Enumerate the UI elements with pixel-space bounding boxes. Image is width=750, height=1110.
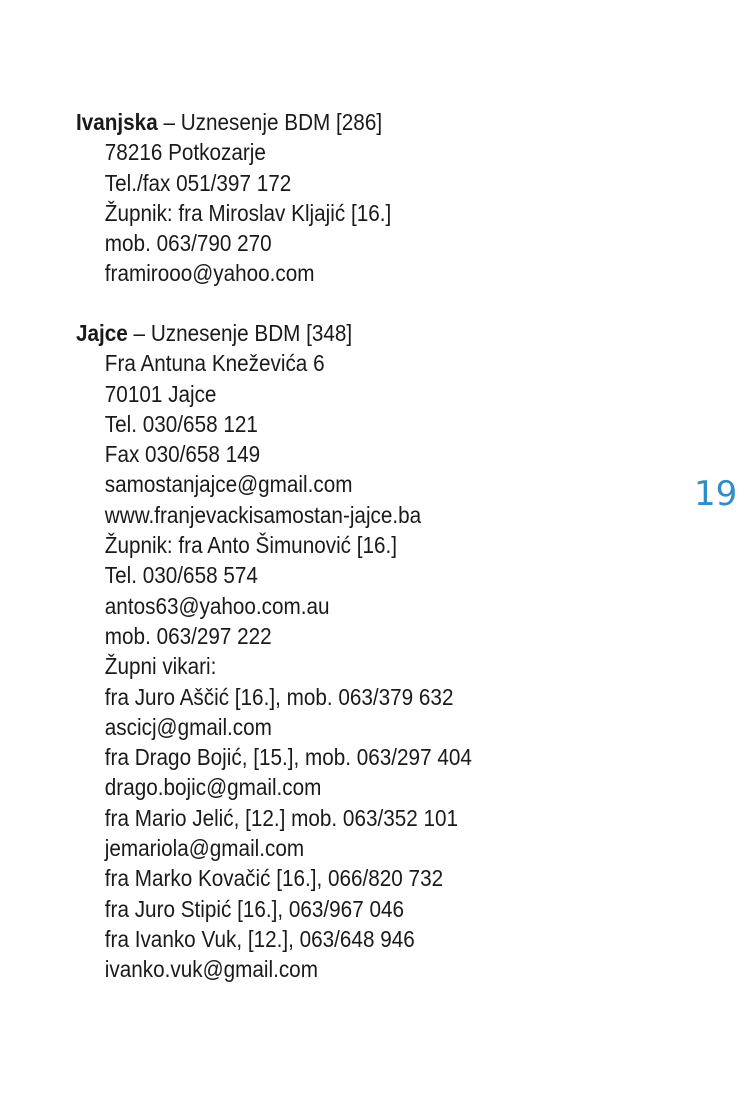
email: samostanjajce@gmail.com [104,471,353,498]
parish-title: Uznesenje BDM [348] [150,320,353,346]
pastor-email: framirooo@yahoo.com [104,260,315,287]
parish-entry-jajce [76,318,580,985]
heading-separator: – [157,109,181,135]
parish-title: Uznesenje BDM [286] [180,109,383,135]
pastor-mobile: mob. 063/297 222 [104,622,272,649]
pastor-mobile: mob. 063/790 270 [104,230,272,257]
vicar-line: fra Marko Kovačić [16.], 066/820 732 [104,865,444,892]
parish-heading [76,107,580,137]
vicar-line: fra Juro Stipić [16.], 063/967 046 [104,895,404,922]
vicar-email: drago.bojic@gmail.com [104,774,322,801]
address-street: Fra Antuna Kneževića 6 [104,350,325,377]
vicar-email: ivanko.vuk@gmail.com [104,956,318,983]
vicar-line: fra Drago Bojić, [15.], mob. 063/297 404 [104,744,472,771]
pastor: Župnik: fra Anto Šimunović [16.] [104,532,398,559]
address-postal: 70101 Jajce [104,380,217,407]
page-number: 19 [694,474,738,514]
phone: Tel. 030/658 121 [104,410,258,437]
parish-heading [76,318,580,348]
vicar-email: ascicj@gmail.com [104,713,272,740]
heading-separator: – [127,320,151,346]
address-postal: 78216 Potkozarje [104,139,266,166]
vicars-label: Župni vikari: [104,653,217,680]
parish-entry-ivanjska [76,107,580,289]
pastor: Župnik: fra Miroslav Kljajić [16.] [104,199,392,226]
vicar-email: jemariola@gmail.com [104,835,305,862]
parish-name: Ivanjska [76,109,158,135]
pastor-email: antos63@yahoo.com.au [104,592,330,619]
vicar-line: fra Juro Aščić [16.], mob. 063/379 632 [104,683,454,710]
website: www.franjevackisamostan-jajce.ba [104,501,422,528]
pastor-phone: Tel. 030/658 574 [104,562,258,589]
vicar-line: fra Ivanko Vuk, [12.], 063/648 946 [104,925,415,952]
phone-fax: Tel./fax 051/397 172 [104,169,292,196]
vicar-line: fra Mario Jelić, [12.] mob. 063/352 101 [104,804,459,831]
parish-name: Jajce [76,320,128,346]
fax: Fax 030/658 149 [104,441,261,468]
